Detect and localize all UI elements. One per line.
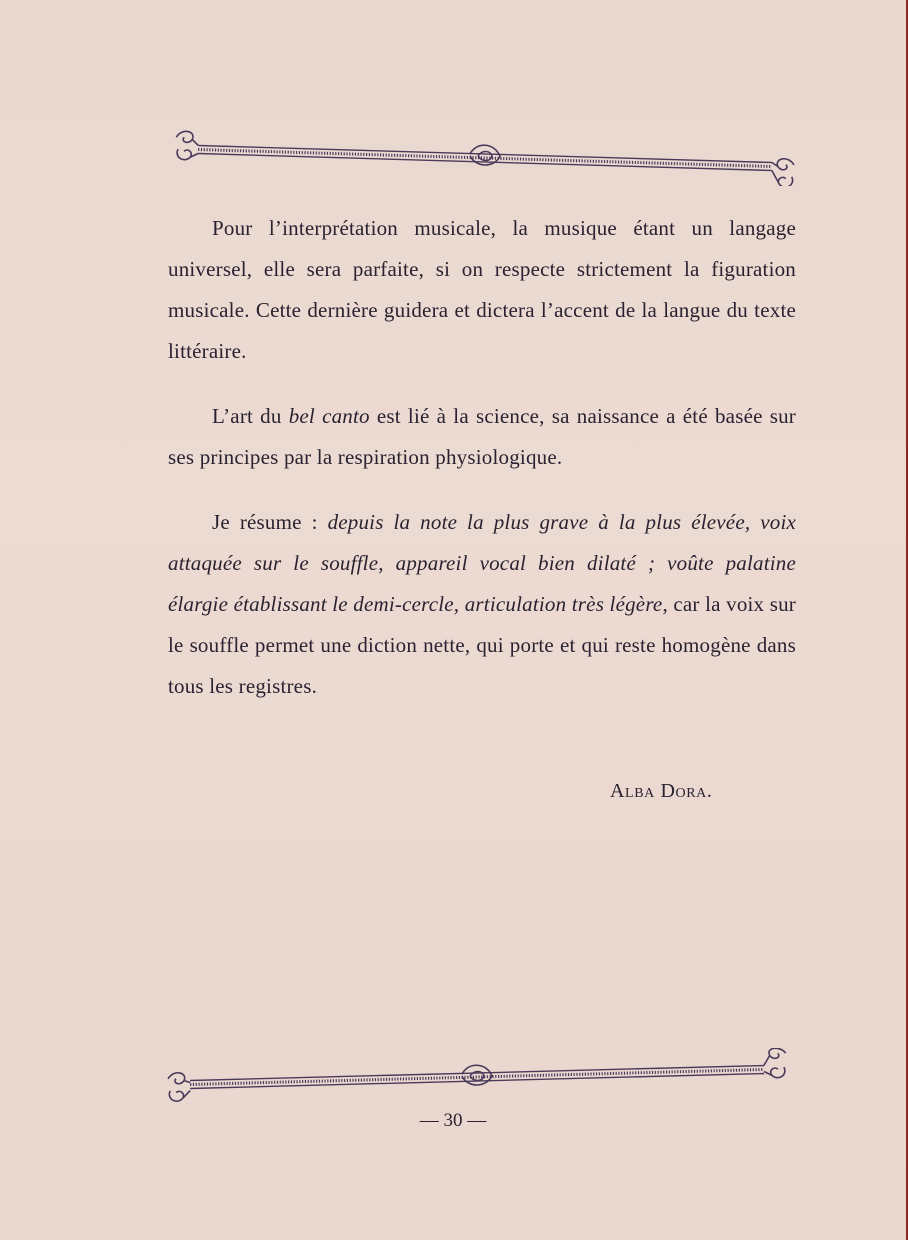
paragraph-interpretation: Pour l’interprétation musicale, la musique étant un langage universel, elle sera parfaite, si on respecte strictement la figuration musicale. Cette dernière guidera et dictera l’accent de la langue du texte littéraire. <box>168 216 796 363</box>
author-signature: Alba Dora. <box>610 780 713 802</box>
top-ornament-divider <box>172 130 798 186</box>
page-number: — 30 — <box>419 1110 487 1131</box>
bottom-ornament-divider <box>164 1048 790 1104</box>
body-text <box>168 208 796 731</box>
paragraph-bel-canto: L’art du bel canto est lié à la science, sa naissance a été basée sur ses principes par la respiration physiologique. <box>168 404 797 469</box>
paragraph-resume: Je résume : depuis la note la plus grave à la plus élevée, voix attaquée sur le souffle, appareil vocal bien dilaté ; voûte palatine élargie établissant le demi-cercle, articulation très légère, car la voix sur le souffle permet une diction nette, qui porte et qui reste homogène dans tous les registres. <box>168 510 797 698</box>
